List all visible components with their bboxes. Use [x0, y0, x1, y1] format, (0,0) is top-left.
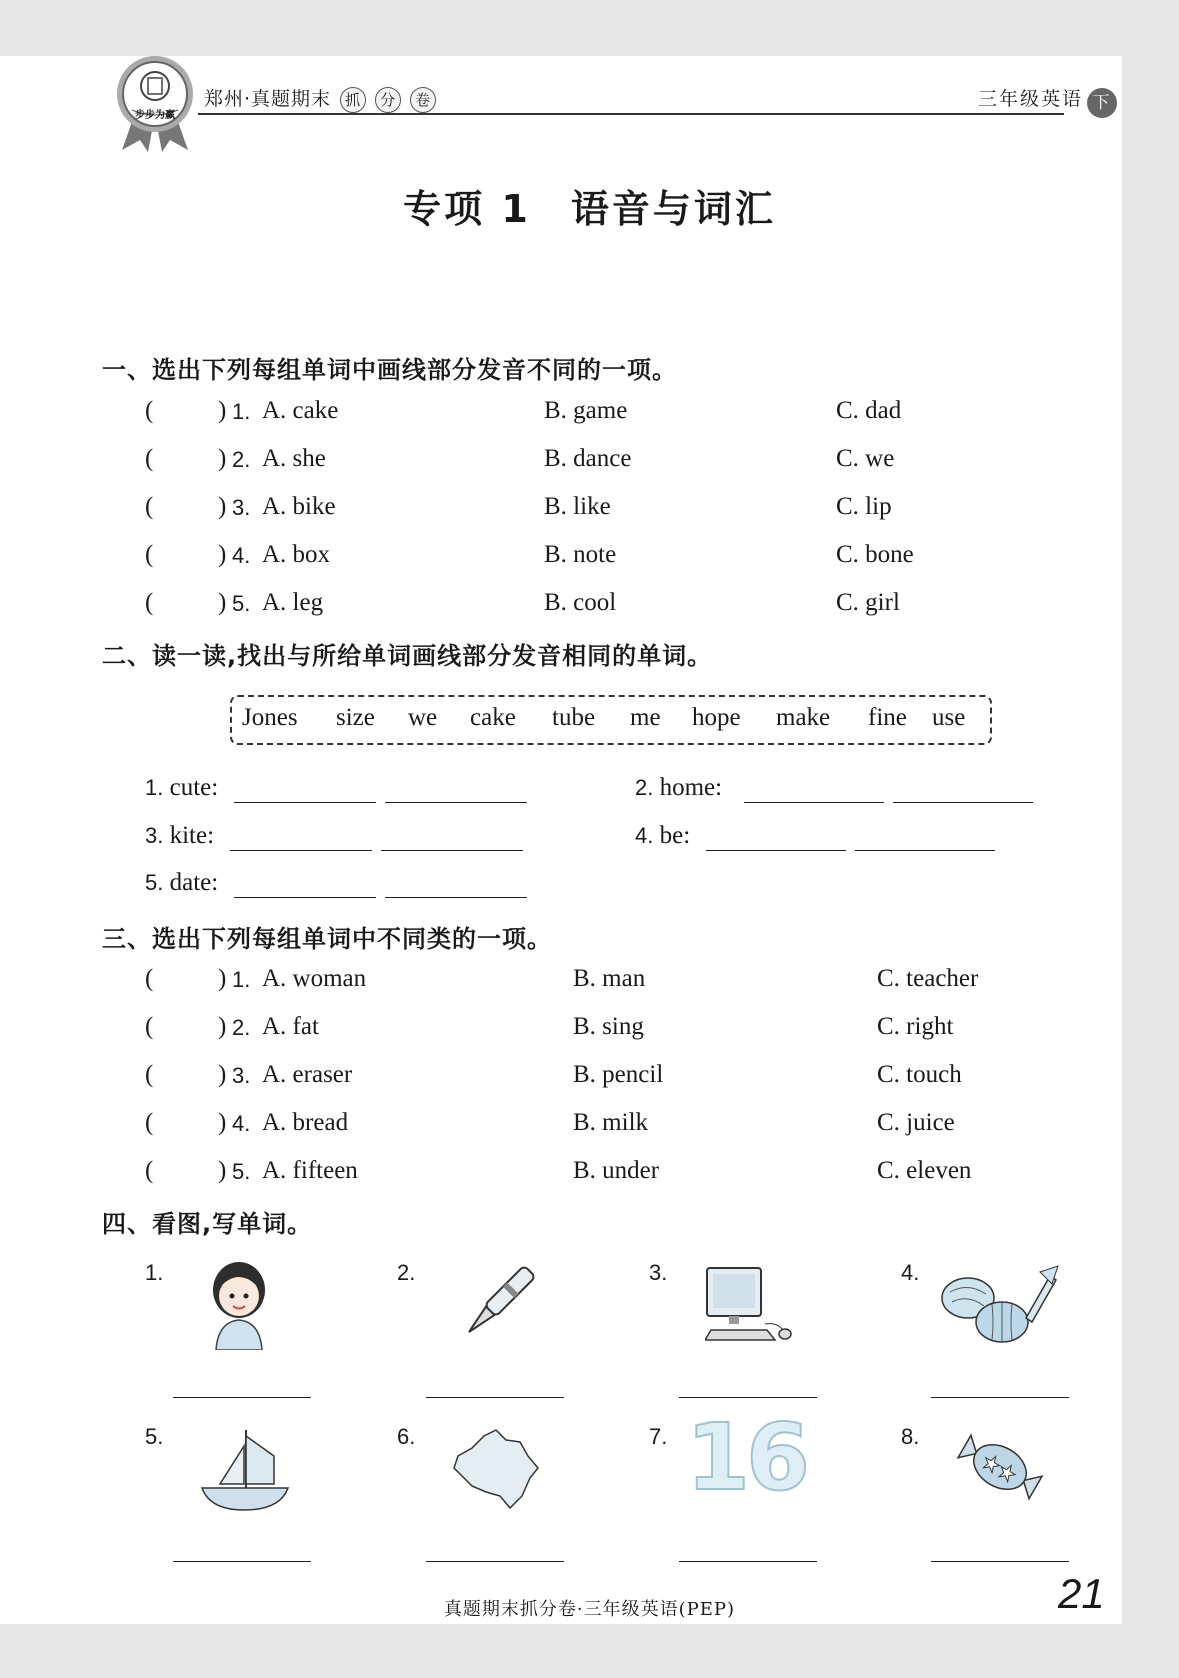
s1-question-row	[0, 541, 1122, 575]
header-rule	[198, 113, 1064, 115]
target-word: cute:	[169, 774, 219, 801]
option-c: C. bone	[836, 541, 914, 568]
picture-answer-blank[interactable]	[173, 1397, 311, 1398]
answer-paren-open[interactable]: (	[145, 493, 154, 520]
answer-paren-close: )	[218, 1061, 227, 1088]
question-number: 5.	[232, 1159, 251, 1184]
answer-paren-close: )	[218, 965, 227, 992]
word-bank-word: Jones	[242, 704, 298, 731]
option-b: B. sing	[573, 1013, 644, 1040]
picture-answer-blank[interactable]	[426, 1397, 564, 1398]
question-number: 2.	[232, 1015, 251, 1040]
picture-number: 5.	[145, 1424, 164, 1449]
step-by-step-badge-icon	[112, 54, 198, 154]
option-c: C. right	[877, 1013, 954, 1040]
option-c: C. touch	[877, 1061, 962, 1088]
option-c: C. lip	[836, 493, 892, 520]
option-b: B. man	[573, 965, 646, 992]
word-bank-word: tube	[552, 704, 596, 731]
option-b: B. cool	[544, 589, 617, 616]
header-grade: 三年级英语	[977, 88, 1083, 110]
answer-paren-open[interactable]: (	[145, 397, 154, 424]
word-bank-box	[230, 695, 992, 745]
picture-answer-blank[interactable]	[173, 1561, 311, 1562]
word-bank-word: cake	[470, 704, 516, 731]
picture-answer-blank[interactable]	[931, 1397, 1069, 1398]
answer-paren-open[interactable]: (	[145, 965, 154, 992]
question-number: 1.	[232, 967, 251, 992]
option-b: B. pencil	[573, 1061, 664, 1088]
s2-item: 4. be:	[635, 822, 691, 849]
answer-paren-close: )	[218, 1013, 227, 1040]
question-number: 5.	[232, 591, 251, 616]
s1-question-row	[0, 493, 1122, 527]
section4-heading: 四、看图,写单词。	[102, 1210, 313, 1238]
question-number: 1.	[232, 399, 251, 424]
option-a: A. bread	[262, 1109, 349, 1136]
answer-paren-close: )	[218, 1157, 227, 1184]
girl-icon	[206, 1254, 272, 1350]
computer-icon	[705, 1266, 795, 1346]
picture-number: 7.	[649, 1424, 668, 1449]
answer-paren-close: )	[218, 445, 227, 472]
question-number: 4.	[232, 1111, 251, 1136]
target-word: home:	[659, 774, 723, 801]
answer-blank[interactable]	[893, 802, 1033, 803]
map-icon	[450, 1426, 542, 1512]
title-part1: 专项 1	[403, 187, 531, 231]
option-c: C. dad	[836, 397, 902, 424]
option-b: B. game	[544, 397, 628, 424]
s3-question-row	[0, 1109, 1122, 1143]
picture-number: 8.	[901, 1424, 920, 1449]
picture-number: 6.	[397, 1424, 416, 1449]
option-a: A. leg	[262, 589, 324, 616]
option-a: A. fat	[262, 1013, 319, 1040]
answer-blank[interactable]	[385, 802, 527, 803]
option-a: A. eraser	[262, 1061, 353, 1088]
answer-paren-open[interactable]: (	[145, 1061, 154, 1088]
picture-number: 1.	[145, 1260, 164, 1285]
candy-icon	[955, 1424, 1045, 1510]
target-word: kite:	[169, 822, 215, 849]
word-bank-word: size	[336, 704, 375, 731]
answer-paren-close: )	[218, 589, 227, 616]
answer-paren-close: )	[218, 541, 227, 568]
option-b: B. note	[544, 541, 617, 568]
answer-blank[interactable]	[381, 850, 523, 851]
answer-paren-open[interactable]: (	[145, 1013, 154, 1040]
picture-answer-blank[interactable]	[679, 1561, 817, 1562]
grab-char: 抓	[340, 87, 366, 113]
pen-icon	[458, 1260, 538, 1346]
answer-blank[interactable]	[855, 850, 995, 851]
header-series: 郑州·真题期末	[204, 88, 332, 110]
answer-paren-close: )	[218, 493, 227, 520]
s1-question-row	[0, 445, 1122, 479]
vegetables-icon	[940, 1262, 1060, 1346]
answer-blank[interactable]	[234, 802, 376, 803]
s3-question-row	[0, 965, 1122, 999]
title-part2: 语音与词汇	[570, 187, 776, 231]
section3-heading: 三、选出下列每组单词中不同类的一项。	[102, 925, 552, 953]
s3-question-row	[0, 1013, 1122, 1047]
option-b: B. milk	[573, 1109, 649, 1136]
option-a: A. she	[262, 445, 326, 472]
option-c: C. juice	[877, 1109, 955, 1136]
option-b: B. under	[573, 1157, 660, 1184]
answer-paren-open[interactable]: (	[145, 541, 154, 568]
badge-text: 步步为赢	[135, 110, 175, 121]
answer-paren-open[interactable]: (	[145, 1157, 154, 1184]
option-b: B. dance	[544, 445, 632, 472]
option-a: A. bike	[262, 493, 336, 520]
picture-number: 2.	[397, 1260, 416, 1285]
s2-item: 3. kite:	[145, 822, 215, 849]
word-bank-word: we	[408, 704, 438, 731]
answer-blank[interactable]	[706, 850, 846, 851]
answer-paren-close: )	[218, 1109, 227, 1136]
option-a: A. woman	[262, 965, 367, 992]
picture-answer-blank[interactable]	[426, 1561, 564, 1562]
option-c: C. we	[836, 445, 895, 472]
volume-badge: 下	[1087, 88, 1117, 118]
s3-question-row	[0, 1061, 1122, 1095]
word-bank-word: fine	[868, 704, 907, 731]
target-word: date:	[169, 869, 219, 896]
number-sixteen-icon: 16	[686, 1404, 807, 1511]
word-bank-word: use	[932, 704, 966, 731]
question-number: 3.	[232, 1063, 251, 1088]
option-a: A. cake	[262, 397, 339, 424]
option-a: A. box	[262, 541, 331, 568]
option-c: C. girl	[836, 589, 900, 616]
answer-paren-close: )	[218, 397, 227, 424]
answer-paren-open[interactable]: (	[145, 1109, 154, 1136]
answer-blank[interactable]	[230, 850, 372, 851]
answer-blank[interactable]	[385, 897, 527, 898]
s1-question-row	[0, 397, 1122, 431]
option-a: A. fifteen	[262, 1157, 358, 1184]
page-title	[0, 178, 1179, 233]
s1-question-row	[0, 589, 1122, 623]
option-c: C. eleven	[877, 1157, 972, 1184]
word-bank-word: make	[776, 704, 831, 731]
grab-char: 分	[375, 87, 401, 113]
question-number: 3.	[232, 495, 251, 520]
footer-text: 真题期末抓分卷·三年级英语(PEP)	[443, 1599, 736, 1620]
picture-number: 3.	[649, 1260, 668, 1285]
header-left	[204, 84, 436, 113]
grab-char: 卷	[410, 87, 436, 113]
answer-blank[interactable]	[744, 802, 884, 803]
s2-item: 5. date:	[145, 869, 219, 896]
s2-item: 2. home:	[635, 774, 723, 801]
question-number: 4.	[232, 543, 251, 568]
answer-blank[interactable]	[234, 897, 376, 898]
picture-answer-blank[interactable]	[931, 1561, 1069, 1562]
question-number: 2.	[232, 447, 251, 472]
section2-heading: 二、读一读,找出与所给单词画线部分发音相同的单词。	[102, 642, 713, 670]
s2-item: 1. cute:	[145, 774, 219, 801]
word-bank-word: hope	[692, 704, 741, 731]
boat-icon	[200, 1426, 290, 1512]
section1-heading: 一、选出下列每组单词中画线部分发音不同的一项。	[102, 356, 677, 384]
picture-number: 4.	[901, 1260, 920, 1285]
target-word: be:	[659, 822, 691, 849]
answer-paren-open[interactable]: (	[145, 589, 154, 616]
answer-paren-open[interactable]: (	[145, 445, 154, 472]
s3-question-row	[0, 1157, 1122, 1191]
picture-answer-blank[interactable]	[679, 1397, 817, 1398]
word-bank-word: me	[630, 704, 661, 731]
page-number: 21	[1058, 1570, 1105, 1617]
option-b: B. like	[544, 493, 611, 520]
option-c: C. teacher	[877, 965, 979, 992]
